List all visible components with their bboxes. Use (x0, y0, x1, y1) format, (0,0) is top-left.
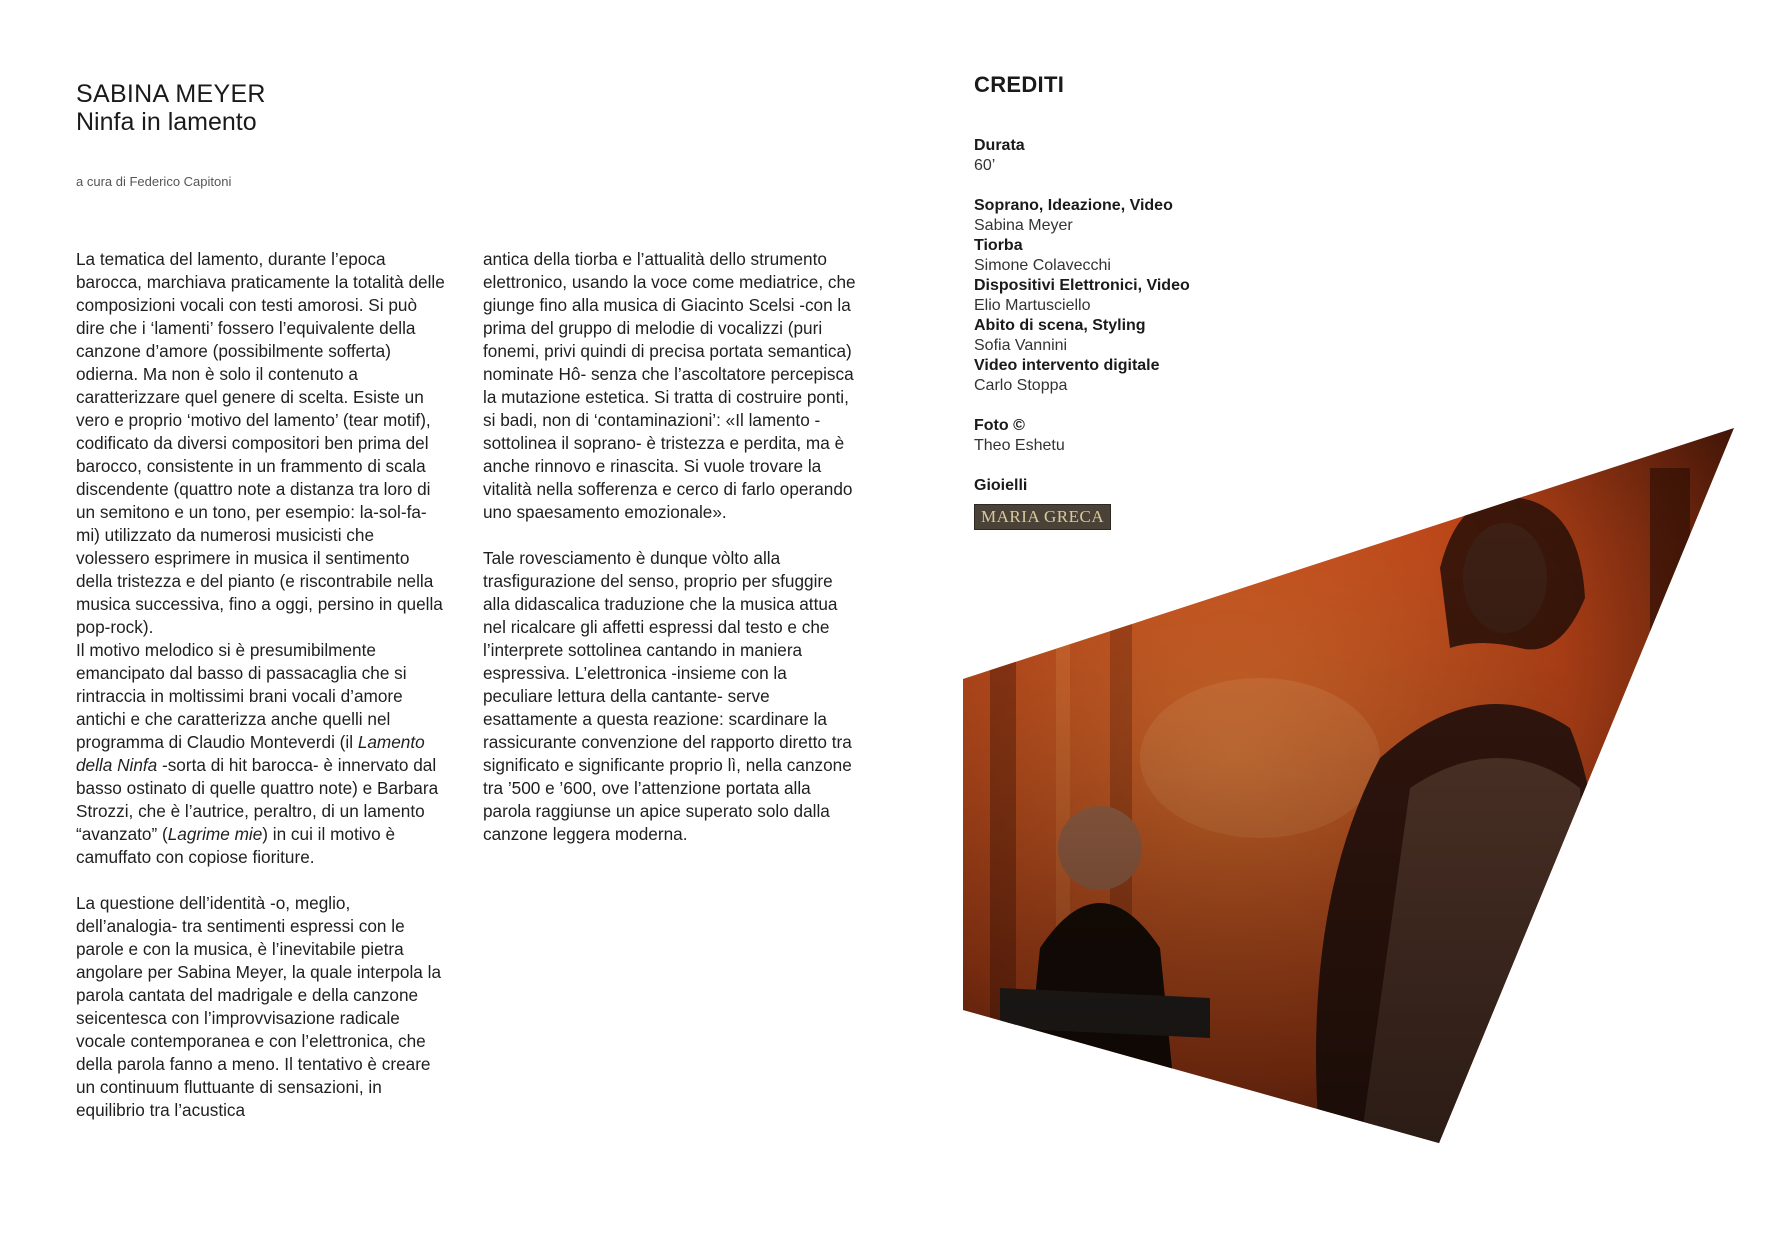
paragraph-text: -sorta di hit barocca- è innervato dal basso ostinato di quelle quattro note) e Barbara Strozzi, che è l’autrice, peraltro, di un lamento “avanzato” ( (76, 755, 439, 844)
performance-title: Ninfa in lamento (76, 108, 257, 136)
credit-role: Dispositivi Elettronici, Video (974, 277, 1190, 294)
credit-role: Abito di scena, Styling (974, 317, 1146, 334)
credit-role: Gioielli (974, 477, 1028, 494)
credit-value: 60’ (974, 157, 996, 174)
credits-heading: CREDITI (974, 72, 1065, 97)
article-paragraph (76, 248, 448, 869)
credit-name: Sofia Vannini (974, 337, 1068, 354)
credit-name: Elio Martusciello (974, 297, 1091, 314)
article-paragraph: La questione dell’identità -o, meglio, dell’analogia- tra sentimenti espressi con le parole e con la musica, è l’inevitabile pietra angolare per Sabina Meyer, la quale interpola la parola cantata del madrigale e della canzone seicentesca con l’improvvisazione radicale vocale contemporanea e con l’elettronica, che della parola fanno a meno. Il tentativo è creare un continuum fluttuante di sensazioni, in equilibrio tra l’acustica (76, 893, 441, 1120)
article-paragraph: antica della tiorba e l’attualità dello strumento elettronico, usando la voce come mediatrice, che giunge fino alla musica di Giacinto Scelsi -con la prima del gruppo di melodie di vocalizzi (puri fonemi, privi quindi di precisa portata semantica) nominate Hô- senza che l’ascoltatore percepisca la mutazione estetica. Si tratta di costruire ponti, si badi, non di ‘contaminazioni’: «Il lamento -sottolinea il soprano- è tristezza e perdita, ma è anche rinnovo e rinascita. Si vuole trovare la vitalità nella sofferenza e cerco di farlo operando uno spaesamento emozionale». (483, 249, 856, 522)
credit-name: Sabina Meyer (974, 217, 1073, 234)
paragraph-text: Il motivo melodico si è presumibilmente emancipato dal basso di passacaglia che si rintraccia in moltissimi brani vocali d’amore antichi e che caratterizza anche quelli nel programma di Claudio Monteverdi (il (76, 640, 407, 752)
credit-role: Tiorba (974, 237, 1023, 254)
brand-logo: MARIA GRECA (974, 504, 1111, 530)
credit-role: Foto © (974, 417, 1025, 434)
author-name: SABINA MEYER (76, 80, 266, 108)
credit-name: Carlo Stoppa (974, 377, 1068, 394)
credit-name: Theo Eshetu (974, 437, 1065, 454)
article-paragraph: Tale rovesciamento è dunque vòlto alla trasfigurazione del senso, proprio per sfuggire alla didascalica traduzione che la musica attua nel ricalcare gli affetti espressi dal testo e che l’interprete sottolinea cantando in maniera espressiva. L’elettronica -insieme con la peculiare lettura della cantante- serve esattamente a questa reazione: scardinare la rassicurante convenzione del rapporto diretto tra significato e significante proprio lì, nella canzone tra ’500 e ’600, ove l’attenzione portata alla parola raggiunse un apice superato solo dalla canzone leggera moderna. (483, 548, 852, 844)
credit-role: Soprano, Ideazione, Video (974, 197, 1173, 214)
credit-duration (974, 136, 1274, 176)
credit-name: Simone Colavecchi (974, 257, 1111, 274)
credit-role: Durata (974, 137, 1025, 154)
credit-role: Video intervento digitale (974, 357, 1160, 374)
work-title: Lagrime mie (167, 824, 263, 844)
paragraph-text: ) in cui il motivo è camuffato con copiose fioriture. (76, 824, 396, 867)
article-column-1 (76, 248, 448, 1122)
curator-credit: a cura di Federico Capitoni (76, 174, 232, 189)
credit-roles-list (974, 196, 1274, 396)
paragraph-text: La tematica del lamento, durante l’epoca barocca, marchiava praticamente la totalità delle composizioni vocali con testi amorosi. Si può dire che i ‘lamenti’ fossero l’equivalente della canzone d’amore (possibilmente sofferta) odierna. Ma non è solo il contenuto a caratterizzare quel genere di scelta. Esiste un vero e proprio ‘motivo del lamento’ (tear motif), codificato da diversi compositori ben prima del barocco, consistente in un frammento di scala discendente (quattro note a distanza tra loro di un semitono e un tono, per esempio: la-sol-fa-mi) utilizzato da numerosi musicisti che volessero esprimere in musica il sentimento della tristezza e del pianto (e riscontrabile nella musica successiva, fino a oggi, persino in quella pop-rock). (76, 249, 445, 637)
article-column-2 (483, 248, 861, 846)
work-title: Lamento della Ninfa (76, 732, 425, 775)
performance-photo (960, 428, 1740, 1158)
